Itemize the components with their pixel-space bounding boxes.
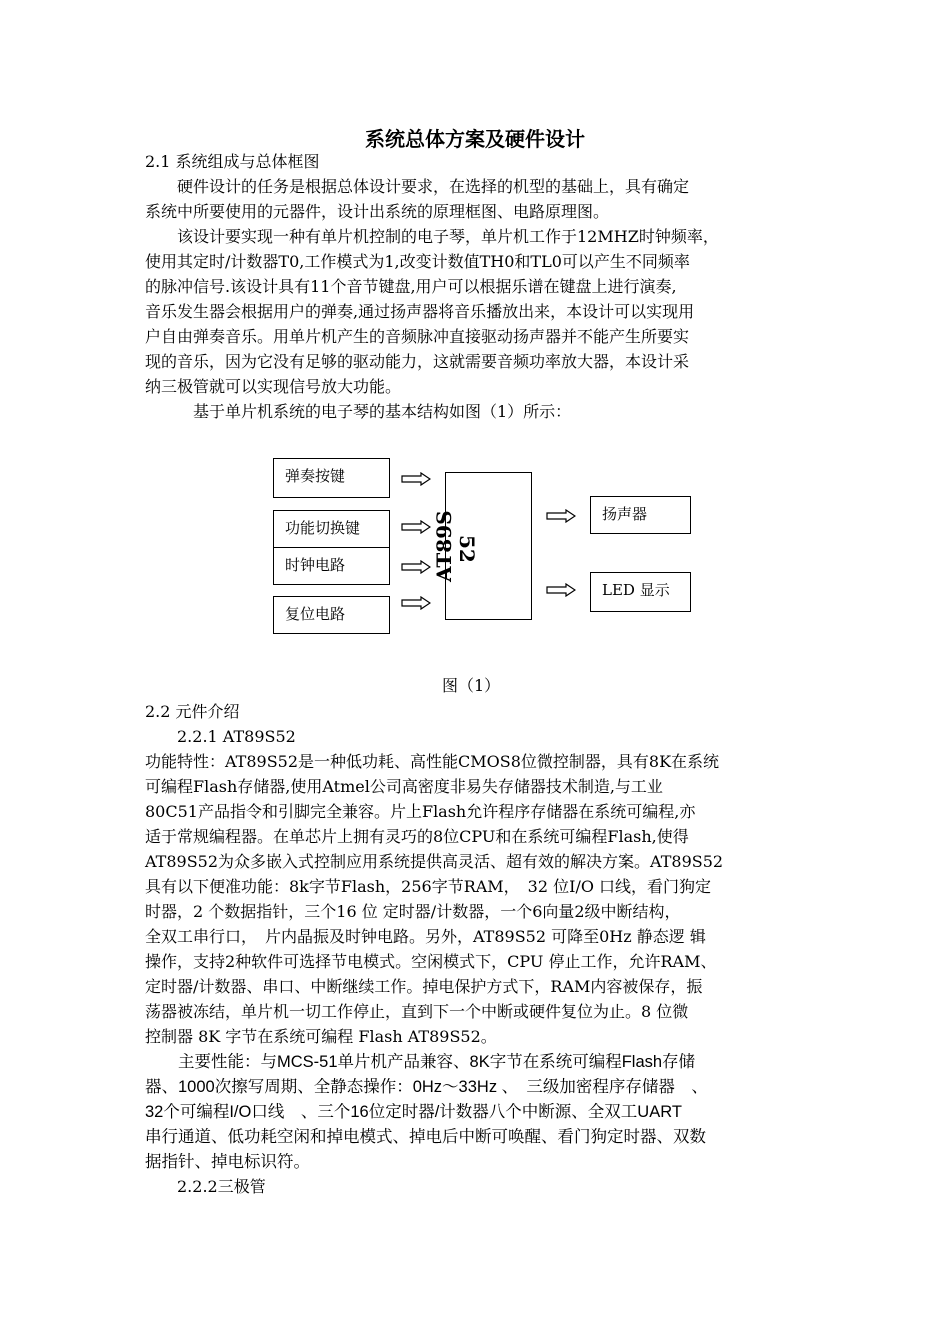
paragraph-line: 定时器/计数器、串口、中断继续工作。掉电保护方式下，RAM内容被保存，振 xyxy=(145,977,703,996)
arrow-right-icon xyxy=(401,520,431,534)
paragraph-line: 控制器 8K 字节在系统可编程 Flash AT89S52。 xyxy=(145,1027,497,1046)
paragraph-line: 基于单片机系统的电子琴的基本结构如图（1）所示： xyxy=(145,402,572,421)
page-title: 系统总体方案及硬件设计 xyxy=(365,127,585,151)
paragraph-line: 的脉冲信号.该设计具有11个音节键盘,用户可以根据乐谱在键盘上进行演奏, xyxy=(145,277,677,296)
paragraph-line: 户自由弹奏音乐。用单片机产生的音频脉冲直接驱动扬声器并不能产生所要实 xyxy=(145,327,690,346)
paragraph-line: 时器，2 个数据指针，三个16 位 定时器/计数器，一个6向量2级中断结构， xyxy=(145,902,681,921)
paragraph-line: 串行通道、低功耗空闲和掉电模式、掉电后中断可唤醒、看门狗定时器、双数 xyxy=(145,1128,706,1146)
input-box-clock-circuit: 时钟电路 xyxy=(273,547,390,585)
input-box-reset-circuit: 复位电路 xyxy=(273,596,390,634)
section-heading-2-2-2: 2.2.2三极管 xyxy=(145,1177,266,1196)
input-box-play-keys: 弹奏按键 xyxy=(273,458,390,498)
paragraph-line: 器、1000次擦写周期、全静态操作：0Hz～33Hz 、 三级加密程序存储器 、 xyxy=(145,1078,708,1096)
paragraph-line: 荡器被冻结，单片机一切工作停止，直到下一个中断或硬件复位为止。8 位微 xyxy=(145,1002,689,1021)
paragraph-line: 系统中所要使用的元器件，设计出系统的原理框图、电路原理图。 xyxy=(145,202,610,221)
paragraph-line: 全双工串行口， 片内晶振及时钟电路。另外，AT89S52 可降至0Hz 静态逻 辑 xyxy=(145,927,706,946)
paragraph-line: 使用其定时/计数器T0,工作模式为1,改变计数值TH0和TL0可以产生不同频率 xyxy=(145,252,690,271)
paragraph-line: 据指针、掉电标识符。 xyxy=(145,1153,310,1171)
arrow-right-icon xyxy=(401,560,431,574)
paragraph-line: 具有以下便准功能：8k字节Flash，256字节RAM， 32 位I/O 口线，看门狗定 xyxy=(145,877,712,896)
section-heading-2-1: 2.1 系统组成与总体框图 xyxy=(145,152,320,171)
arrow-right-icon xyxy=(546,583,576,597)
paragraph-line: 80C51产品指令和引脚完全兼容。片上Flash允许程序存储器在系统可编程,亦 xyxy=(145,802,696,821)
paragraph-line: 主要性能：与MCS-51单片机产品兼容、8K字节在系统可编程Flash存储 xyxy=(145,1053,696,1071)
input-box-function-keys: 功能切换键 xyxy=(273,510,390,548)
figure-caption: 图（1） xyxy=(442,676,501,695)
arrow-right-icon xyxy=(401,472,431,486)
arrow-right-icon xyxy=(401,596,431,610)
paragraph-line: 现的音乐，因为它没有足够的驱动能力，这就需要音频功率放大器，本设计采 xyxy=(145,352,690,371)
paragraph-line: 操作，支持2种软件可选择节电模式。空闲模式下，CPU 停止工作，允许RAM、 xyxy=(145,952,717,971)
output-box-speaker: 扬声器 xyxy=(590,496,691,534)
chip-label-line2: 52 xyxy=(455,535,479,563)
paragraph-line: 音乐发生器会根据用户的弹奏,通过扬声器将音乐播放出来，本设计可以实现用 xyxy=(145,302,695,321)
paragraph-line: 功能特性：AT89S52是一种低功耗、高性能CMOS8位微控制器，具有8K在系统 xyxy=(145,752,720,771)
paragraph-line: 该设计要实现一种有单片机控制的电子琴，单片机工作于12MHZ时钟频率， xyxy=(145,227,719,246)
paragraph-line: AT89S52为众多嵌入式控制应用系统提供高灵活、超有效的解决方案。AT89S52 xyxy=(145,852,724,871)
section-heading-2-2: 2.2 元件介绍 xyxy=(145,702,240,721)
paragraph-line: 硬件设计的任务是根据总体设计要求，在选择的机型的基础上，具有确定 xyxy=(145,177,690,196)
paragraph-line: 32个可编程I/O口线 、三个16位定时器/计数器八个中断源、全双工UART xyxy=(145,1103,682,1121)
arrow-right-icon xyxy=(546,509,576,523)
paragraph-line: 纳三极管就可以实现信号放大功能。 xyxy=(145,377,402,396)
paragraph-line: 可编程Flash存储器,使用Atmel公司高密度非易失存储器技术制造,与工业 xyxy=(145,777,663,796)
chip-label-line1: AT89S xyxy=(432,510,456,582)
paragraph-line: 适于常规编程器。在单芯片上拥有灵巧的8位CPU和在系统可编程Flash,使得 xyxy=(145,827,689,846)
output-box-led-display: LED 显示 xyxy=(590,572,691,612)
section-heading-2-2-1: 2.2.1 AT89S52 xyxy=(145,727,296,746)
